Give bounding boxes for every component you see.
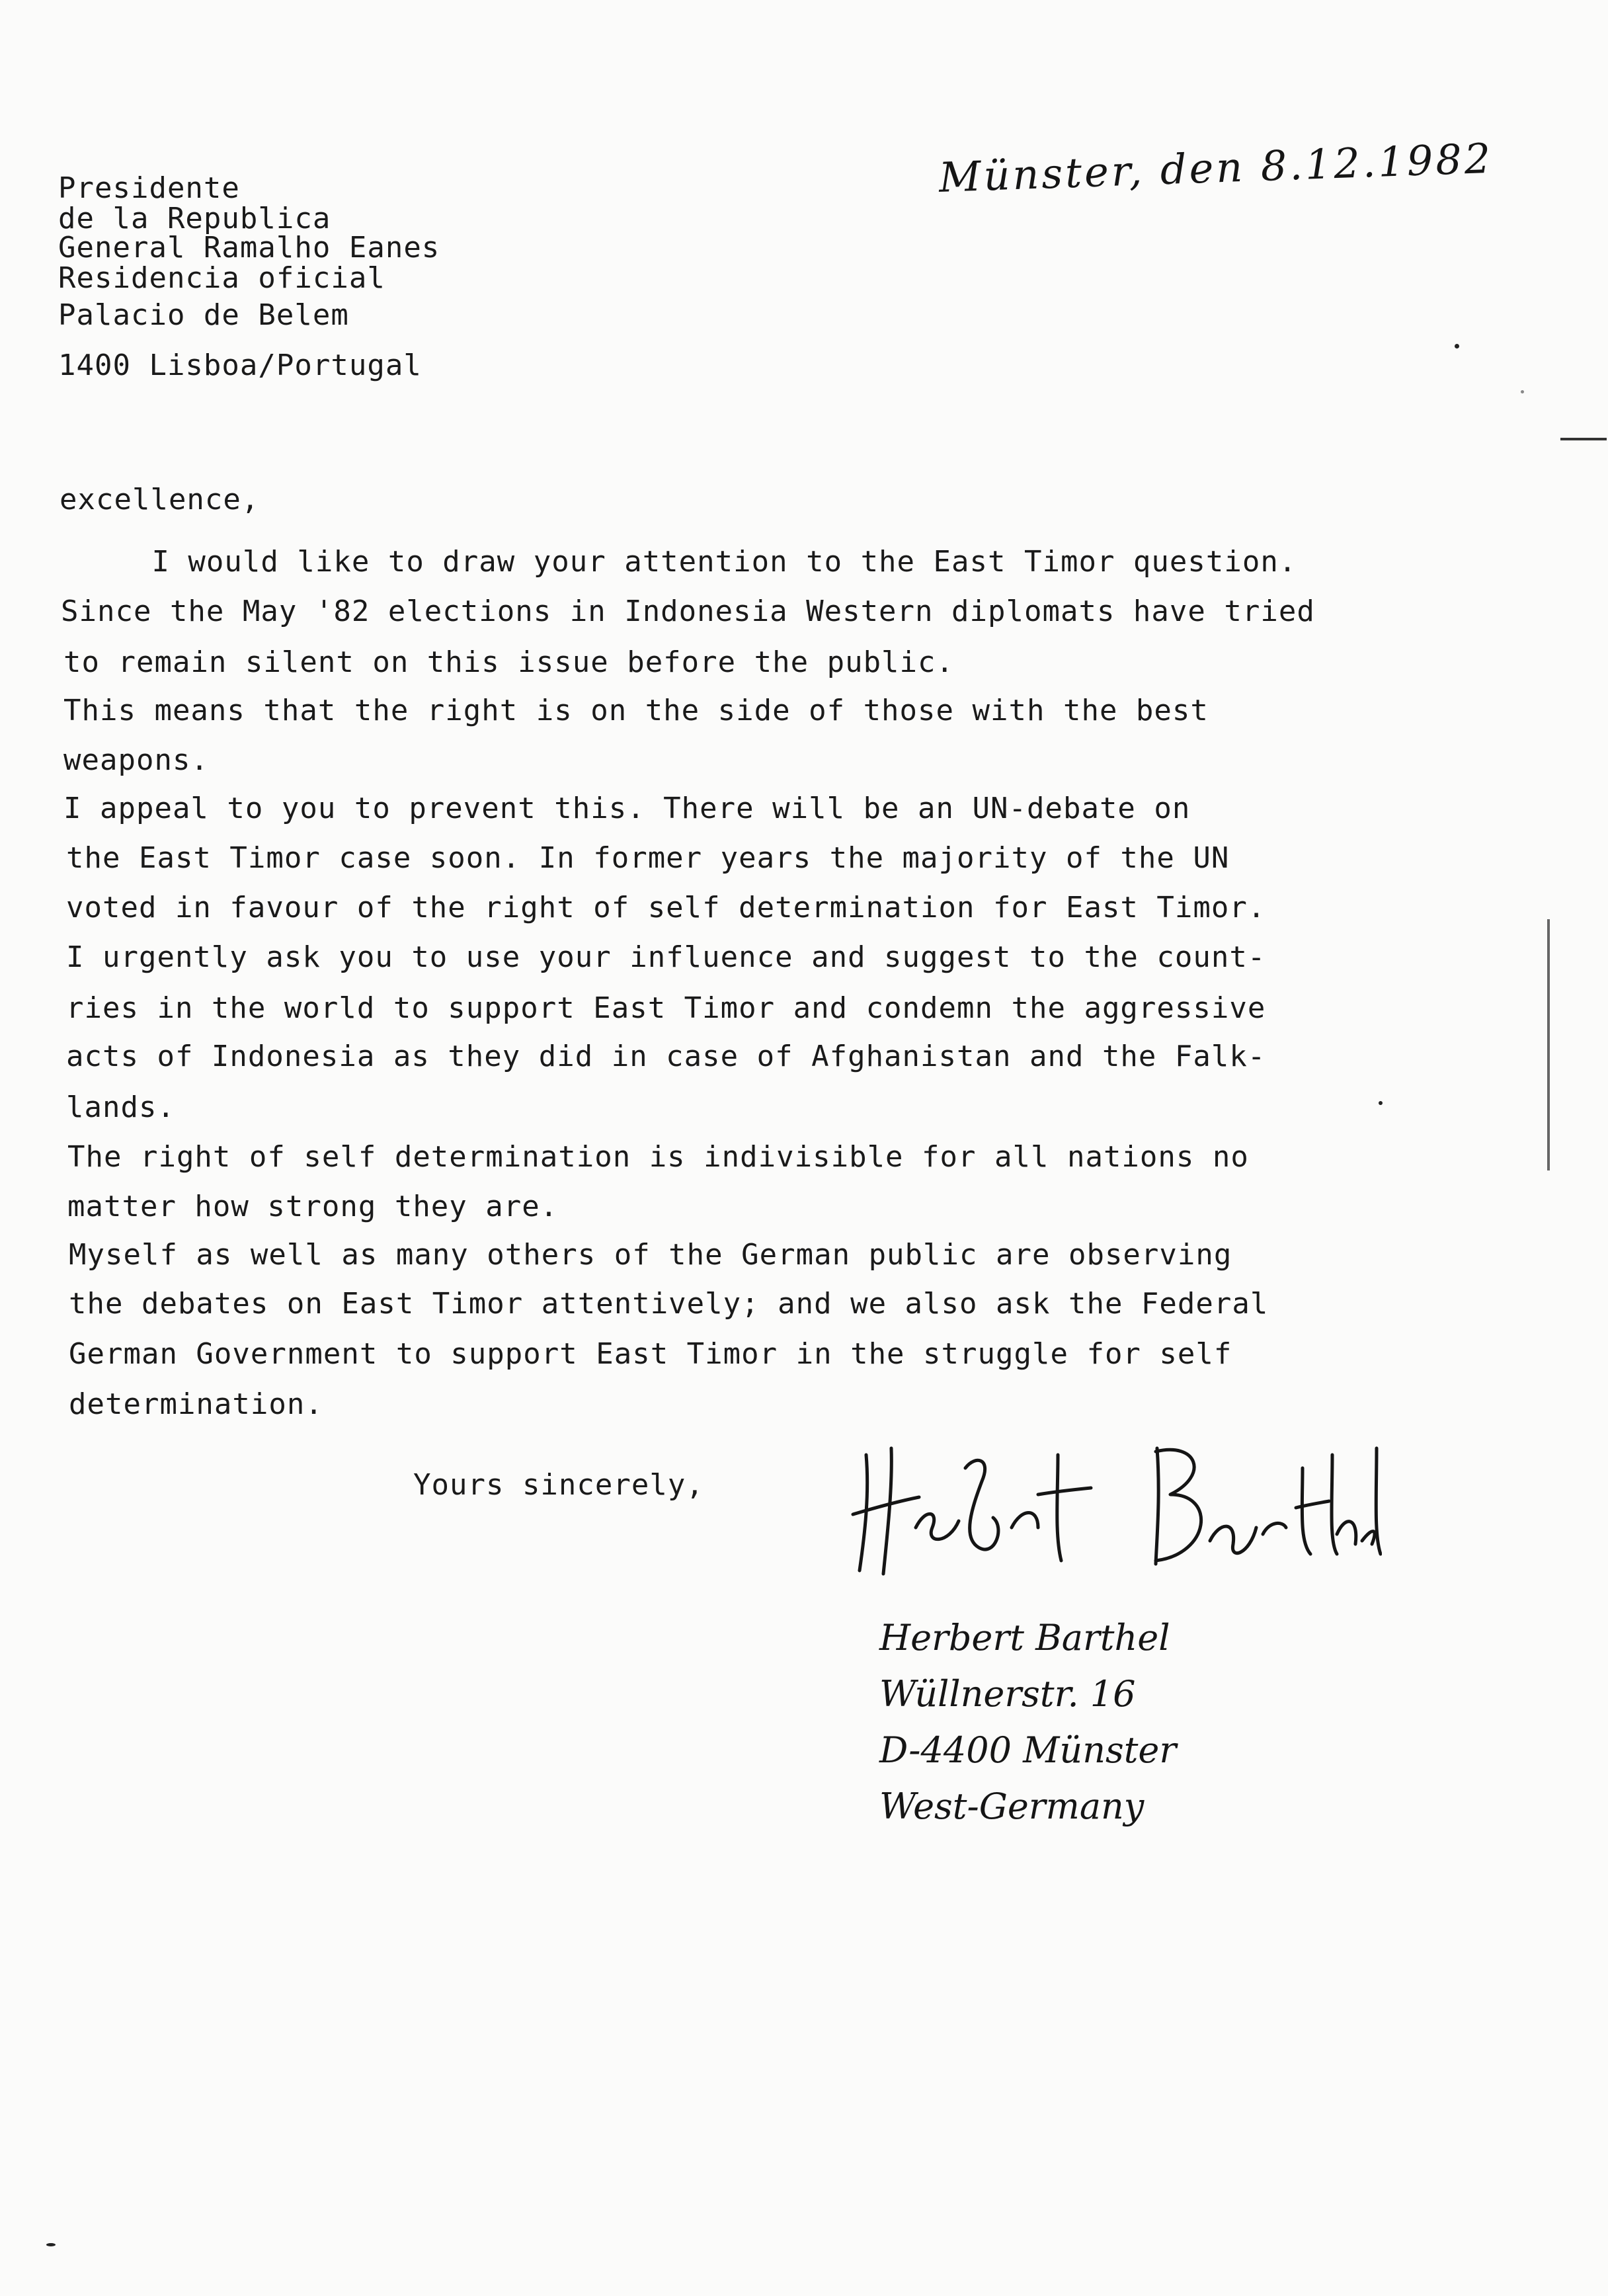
body-line-3: to remain silent on this issue before the public. bbox=[63, 645, 955, 679]
body-line-2: Since the May '82 elections in Indonesia Western diplomats have tried bbox=[61, 594, 1315, 628]
scan-mark bbox=[1560, 438, 1607, 440]
salutation: excellence, bbox=[60, 483, 260, 516]
sender-country: West-Germany bbox=[879, 1785, 1145, 1827]
body-line-1: I would like to draw your attention to the East Timor question. bbox=[61, 545, 1297, 579]
body-line-9: I urgently ask you to use your influence and suggest to the count- bbox=[66, 940, 1266, 974]
body-line-4: This means that the right is on the side of those with the best bbox=[63, 694, 1209, 727]
recipient-city-line: 1400 Lisboa/Portugal bbox=[58, 348, 422, 382]
sender-name: Herbert Barthel bbox=[879, 1617, 1170, 1659]
body-line-11: acts of Indonesia as they did in case of Afghanistan and the Falk- bbox=[66, 1040, 1266, 1073]
sender-city: D-4400 Münster bbox=[879, 1729, 1177, 1771]
body-line-16: the debates on East Timor attentively; and we also ask the Federal bbox=[69, 1287, 1269, 1321]
body-line-8: voted in favour of the right of self determination for East Timor. bbox=[66, 891, 1266, 924]
sender-street: Wüllnerstr. 16 bbox=[879, 1673, 1136, 1715]
body-line-5: weapons. bbox=[63, 743, 209, 777]
scan-speck bbox=[1521, 390, 1524, 393]
handwritten-date: Münster, den 8.12.1982 bbox=[938, 134, 1494, 202]
body-line-6: I appeal to you to prevent this. There will be an UN-debate on bbox=[63, 792, 1191, 825]
body-line-13: The right of self determination is indivisible for all nations no bbox=[67, 1140, 1249, 1174]
body-line-12: lands. bbox=[66, 1090, 175, 1124]
recipient-line-2: de la Republica bbox=[58, 202, 331, 235]
recipient-line-5: Palacio de Belem bbox=[58, 298, 349, 332]
signature-scribble bbox=[840, 1428, 1382, 1587]
recipient-line-3: General Ramalho Eanes bbox=[58, 231, 440, 265]
scan-speck bbox=[46, 2243, 56, 2246]
recipient-line-1: Presidente bbox=[58, 171, 240, 205]
scan-edge-mark bbox=[1547, 919, 1550, 1170]
closing: Yours sincerely, bbox=[413, 1468, 704, 1502]
body-line-7: the East Timor case soon. In former years the majority of the UN bbox=[66, 841, 1230, 875]
scan-speck bbox=[1455, 344, 1459, 348]
body-line-18: determination. bbox=[69, 1387, 323, 1421]
recipient-line-4: Residencia oficial bbox=[58, 261, 385, 295]
body-line-14: matter how strong they are. bbox=[67, 1190, 559, 1223]
body-line-15: Myself as well as many others of the German public are observing bbox=[69, 1238, 1232, 1272]
body-line-17: German Government to support East Timor in the struggle for self bbox=[69, 1337, 1232, 1371]
body-line-10: ries in the world to support East Timor and condemn the aggressive bbox=[66, 991, 1266, 1025]
scan-speck bbox=[1379, 1101, 1383, 1105]
